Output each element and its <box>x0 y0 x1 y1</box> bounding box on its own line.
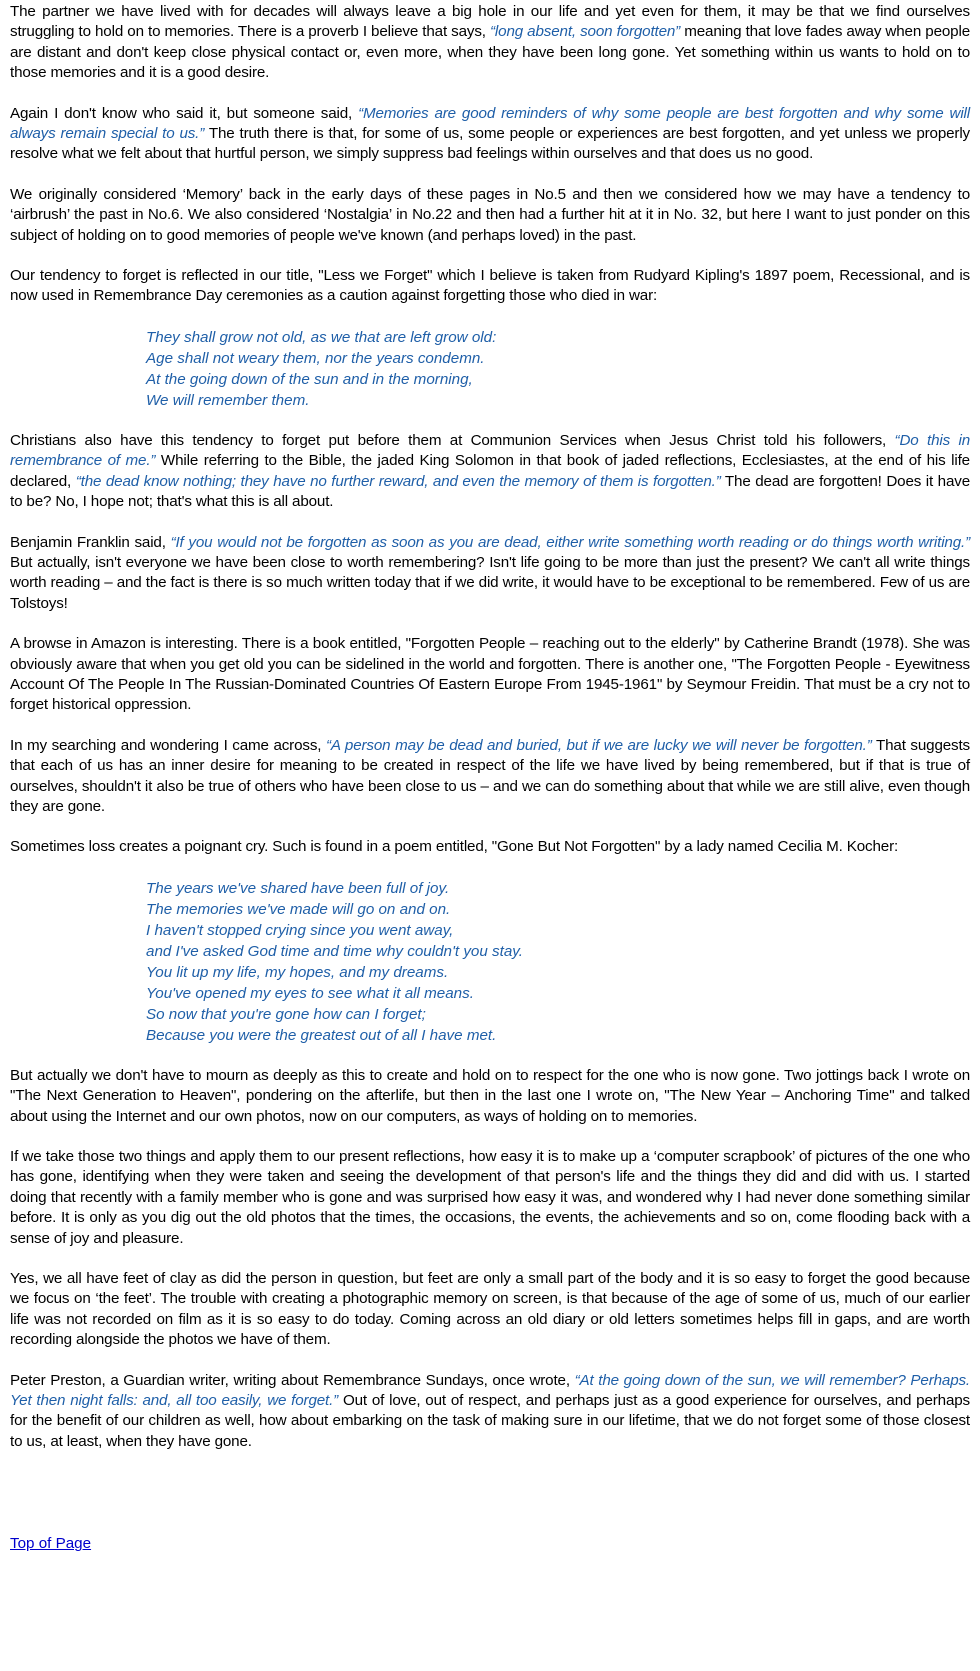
poem-line: The memories we've made will go on and on. <box>146 900 451 918</box>
paragraph-text: Again I don't know who said it, but someone said, <box>10 104 359 122</box>
paragraph-10 <box>10 1066 970 1127</box>
paragraph-13 <box>10 1371 970 1453</box>
paragraph-text: Christians also have this tendency to forget put before them at Communion Services when Jesus Christ told his followers, <box>10 431 895 449</box>
footer <box>10 1534 970 1554</box>
paragraph-8 <box>10 736 970 818</box>
paragraph-text: In my searching and wondering I came across, <box>10 736 326 754</box>
paragraph-12 <box>10 1269 970 1351</box>
paragraph-3 <box>10 185 970 246</box>
poem-line: They shall grow not old, as we that are left grow old: <box>146 328 497 346</box>
poem-line: Because you were the greatest out of all I have met. <box>146 1026 497 1044</box>
paragraph-text: While referring to the Bible, the jaded King Solomon in that book of jaded reflections, Ecclesiastes, at the end of his life declared, <box>10 452 970 490</box>
spacer <box>10 1472 970 1534</box>
quote: “Do this in remembrance of me.” <box>10 431 971 470</box>
poem-recessional <box>146 327 970 411</box>
paragraph-text: A browse in Amazon is interesting. There is a book entitled, "Forgotten People – reaching out to the elderly" by Catherine Brandt (1978). She was obviously aware that when you get old you can be sidelined in the world and forgotten. There is another one, "The Forgotten People - Eyewitness Account Of The People In The Russian-Dominated Countries Of Eastern Europe From 1945-1961" by Seymour Freidin. That must be a cry not to forget historical oppression. <box>10 635 970 714</box>
quote: “Memories are good reminders of why some people are best forgotten and why some will always remain special to us.” <box>10 104 970 143</box>
poem-line: At the going down of the sun and in the morning, <box>146 370 473 388</box>
paragraph-text: The truth there is that, for some of us, some people or experiences are best forgotten, and yet unless we properly resolve what we felt about that hurtful person, we simply suppress bad feelings within ourselves and that does us no good. <box>10 125 971 163</box>
paragraph-text: Sometimes loss creates a poignant cry. Such is found in a poem entitled, "Gone But Not Forgotten" by a lady named Cecilia M. Kocher: <box>10 838 899 856</box>
paragraph-text: But actually, isn't everyone we have been close to worth remembering? Isn't life going to be more than just the present? We can't all write things worth reading – and the fact is there is so much written today that if we did write, it would have to be exceptional to be remembered. Few of us are Tolstoys! <box>10 553 970 612</box>
paragraph-text: Peter Preston, a Guardian writer, writing about Remembrance Sundays, once wrote, <box>10 1371 575 1389</box>
paragraph-9 <box>10 837 970 857</box>
paragraph-text: The partner we have lived with for decades will always leave a big hole in our life and yet even for them, it may be that we find ourselves struggling to hold on to memories. There is a proverb I believe that says, <box>10 3 970 41</box>
paragraph-7 <box>10 634 970 716</box>
quote: “At the going down of the sun, we will remember? Perhaps. Yet then night falls: and, all too easily, we forget.” <box>10 1371 971 1410</box>
paragraph-2 <box>10 104 970 165</box>
quote: “the dead know nothing; they have no further reward, and even the memory of them is forgotten.” <box>75 472 721 490</box>
paragraph-6 <box>10 533 970 615</box>
paragraph-text: Out of love, out of respect, and perhaps just as a good experience for ourselves, and perhaps for the benefit of our children as well, how about embarking on the task of making sure in our lifetime, that we do not forget some of those closest to us, at least, when they have gone. <box>10 1392 970 1450</box>
poem-gone-but-not-forgotten <box>146 878 970 1046</box>
paragraph-text: Our tendency to forget is reflected in our title, "Less we Forget" which I believe is taken from Rudyard Kipling's 1897 poem, Recessional, and is now used in Remembrance Day ceremonies as a caution against forgetting those who died in war: <box>10 267 970 305</box>
paragraph-1 <box>10 2 970 84</box>
poem-line: You lit up my life, my hopes, and my dreams. <box>146 963 449 981</box>
poem-line: I haven't stopped crying since you went away, <box>146 921 454 939</box>
poem-line: The years we've shared have been full of joy. <box>146 879 450 897</box>
poem-line: and I've asked God time and time why couldn't you stay. <box>146 942 523 960</box>
poem-line: So now that you're gone how can I forget; <box>146 1005 426 1023</box>
quote: “long absent, soon forgotten” <box>490 23 681 41</box>
article-body <box>10 2 970 1555</box>
top-of-page-link[interactable]: Top of Page <box>10 1535 92 1553</box>
quote: “If you would not be forgotten as soon as you are dead, either write something worth reading or do things worth writing.” <box>170 533 970 551</box>
quote: “A person may be dead and buried, but if we are lucky we will never be forgotten.” <box>325 736 872 754</box>
paragraph-11 <box>10 1147 970 1249</box>
paragraph-5 <box>10 431 970 513</box>
poem-line: You've opened my eyes to see what it all means. <box>146 984 474 1002</box>
paragraph-text: Benjamin Franklin said, <box>10 533 171 551</box>
paragraph-text: meaning that love fades away when people are distant and don't keep close physical contact or, even more, when they have been long gone. Yet something within us wants to hold on to those memories and it is a good desire. <box>10 23 970 82</box>
paragraph-text: That suggests that each of us has an inner desire for meaning to be created in respect of the life we have lived by being remembered, but if that is true of ourselves, shouldn't it also be true of others who have been close to us – and we can do something about that while we are still alive, even though they are gone. <box>10 736 971 815</box>
poem-line: We will remember them. <box>146 391 310 409</box>
paragraph-text: Yes, we all have feet of clay as did the person in question, but feet are only a small part of the body and it is so easy to forget the good because we focus on ‘the feet’. The trouble with creating a photographic memory on screen, is that because of the age of some of us, much of our earlier life was not recorded on film as it is so easy to do today. Coming across an old diary or old letters sometimes helps fill in gaps, and are worth recording alongside the photos we have of them. <box>10 1270 970 1349</box>
paragraph-4 <box>10 266 970 307</box>
paragraph-text: We originally considered ‘Memory’ back in the early days of these pages in No.5 and then we considered how we may have a tendency to ‘airbrush’ the past in No.6. We also considered ‘Nostalgia’ in No.22 and then had a further hit at it in No. 32, but here I want to just ponder on this subject of holding on to good memories of people we've known (and perhaps loved) in the past. <box>10 185 970 244</box>
paragraph-text: But actually we don't have to mourn as deeply as this to create and hold on to respect for the one who is now gone. Two jottings back I wrote on "The Next Generation to Heaven", pondering on the afterlife, but then in the last one I wrote on, "The New Year – Anchoring Time" and talked about using the Internet and our own photos, now on our computers, as ways of holding on to memories. <box>10 1066 970 1125</box>
poem-line: Age shall not weary them, nor the years condemn. <box>146 349 485 367</box>
paragraph-text: The dead are forgotten! Does it have to be? No, I hope not; that's what this is all about. <box>10 472 970 511</box>
paragraph-text: If we take those two things and apply them to our present reflections, how easy it is to make up a ‘computer scrapbook’ of pictures of the one who has gone, identifying when they were taken and seeing the development of that person's life and the things they did and did with us. I started doing that recently with a family member who is gone and was surprised how easy it was, and wondered why I had never done something similar before. It is only as you dig out the old photos that the times, the occasions, the events, the achievements and so on, come flooding back with a sense of joy and pleasure. <box>10 1148 970 1247</box>
